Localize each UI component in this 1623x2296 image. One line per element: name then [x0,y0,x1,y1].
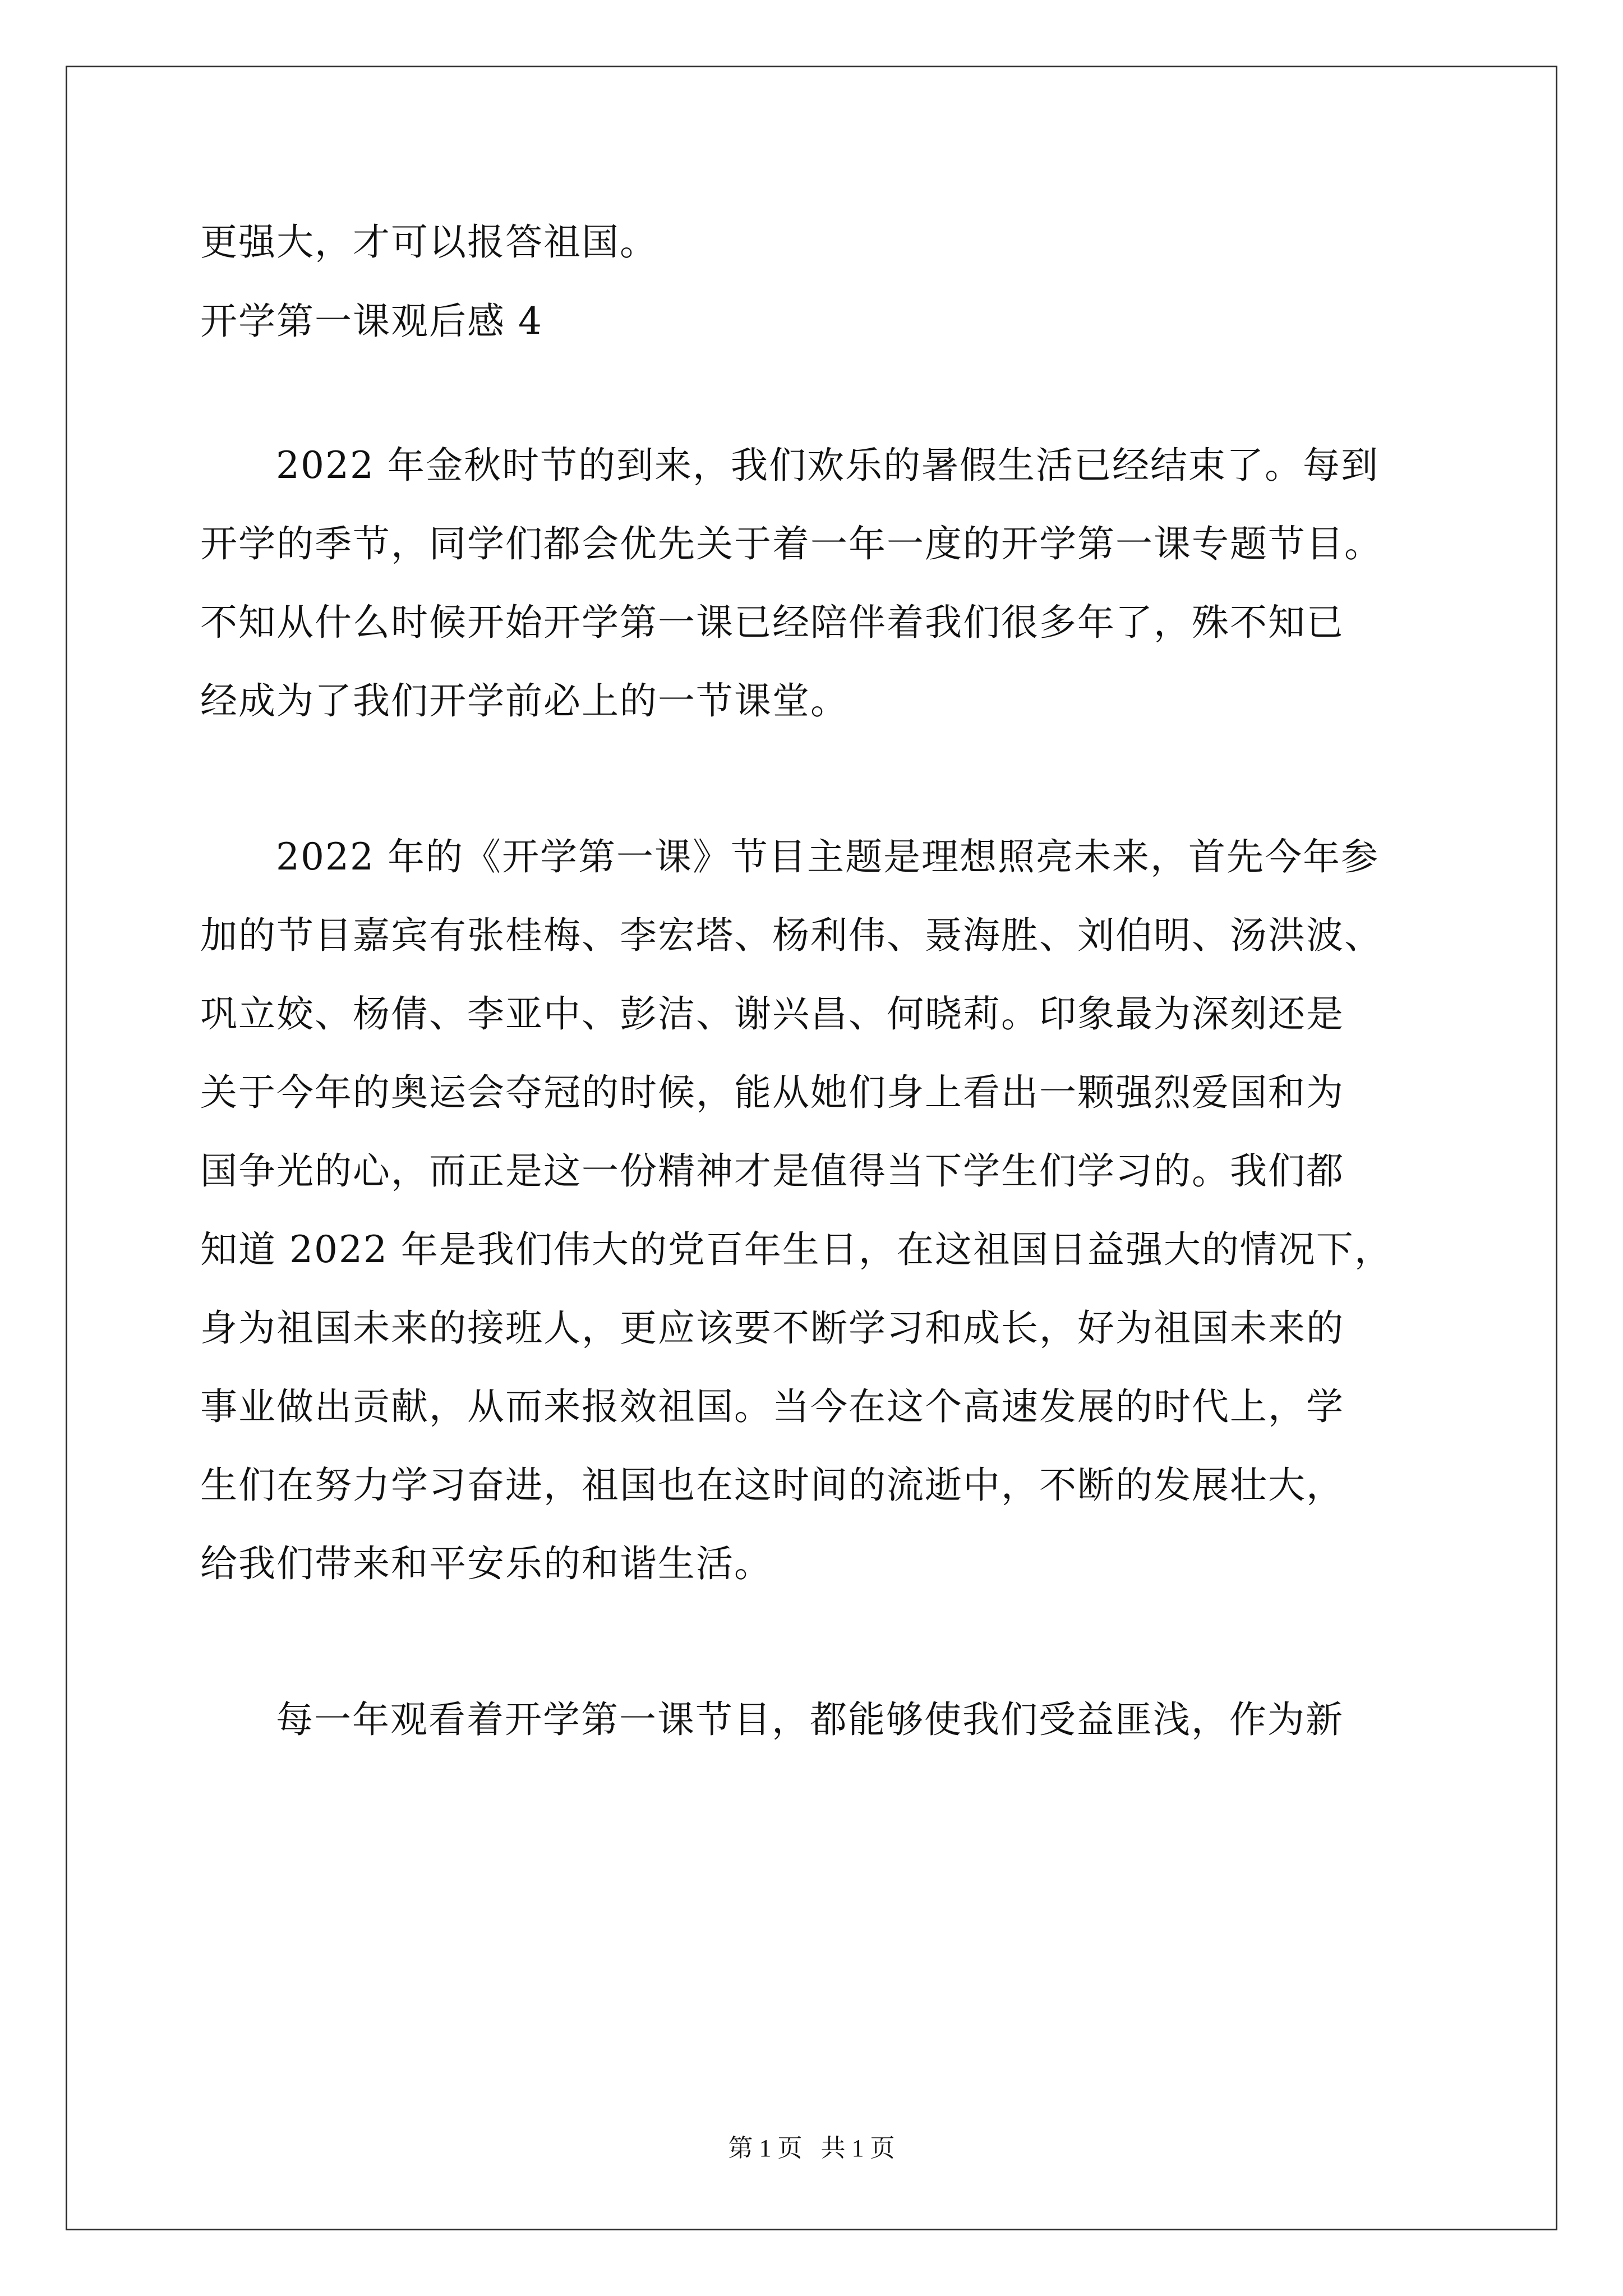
paragraph-1-line-3: 不知从什么时候开始开学第一课已经陪伴着我们很多年了，殊不知已 [200,601,1344,644]
paragraph-2-line-5: 国争光的心，而正是这一份精神才是值得当下学生们学习的。我们都 [200,1149,1344,1193]
paragraph-2-line-3: 巩立姣、杨倩、李亚中、彭洁、谢兴昌、何晓莉。印象最为深刻还是 [200,992,1344,1036]
text-line-continuation: 更强大，才可以报答祖国。 [200,220,658,264]
paragraph-1-line-4: 经成为了我们开学前必上的一节课堂。 [200,679,849,723]
paragraph-2-line-2: 加的节目嘉宾有张桂梅、李宏塔、杨利伟、聂海胜、刘伯明、汤洪波、 [200,914,1382,957]
paragraph-3-line-1: 每一年观看着开学第一课节目，都能够使我们受益匪浅，作为新 [276,1698,1344,1741]
paragraph-2-line-4: 关于今年的奥运会夺冠的时候，能从她们身上看出一颗强烈爱国和为 [200,1071,1344,1114]
section-title: 开学第一课观后感 4 [200,300,543,343]
paragraph-2-line-9: 生们在努力学习奋进，祖国也在这时间的流逝中，不断的发展壮大， [200,1464,1344,1507]
paragraph-2-line-1: 2022 年的《开学第一课》节目主题是理想照亮未来，首先今年参 [276,835,1379,878]
paragraph-2-line-8: 事业做出贡献，从而来报效祖国。当今在这个高速发展的时代上，学 [200,1385,1344,1428]
paragraph-1-line-2: 开学的季节，同学们都会优先关于着一年一度的开学第一课专题节目。 [200,522,1382,565]
page-border [66,66,1557,2230]
paragraph-2-line-6: 知道 2022 年是我们伟大的党百年生日，在这祖国日益强大的情况下， [200,1228,1393,1271]
page-footer: 第 1 页 共 1 页 [728,2134,895,2162]
paragraph-2-line-7: 身为祖国未来的接班人，更应该要不断学习和成长，好为祖国未来的 [200,1306,1344,1350]
paragraph-2-line-10: 给我们带来和平安乐的和谐生活。 [200,1542,772,1585]
paragraph-1-line-1: 2022 年金秋时节的到来，我们欢乐的暑假生活已经结束了。每到 [276,444,1379,487]
